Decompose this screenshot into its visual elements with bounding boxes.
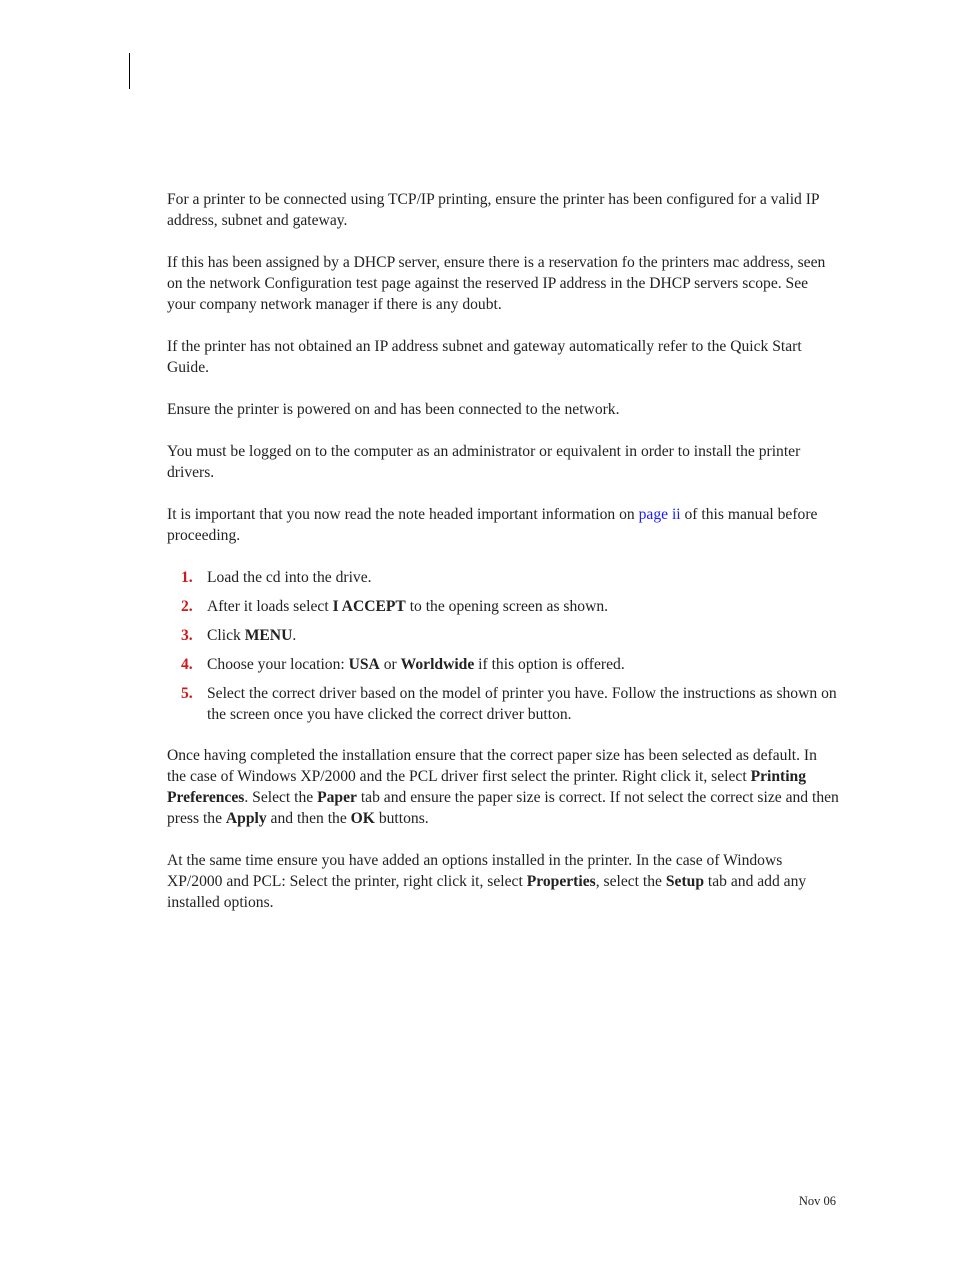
page-footer-date: Nov 06 xyxy=(798,1194,836,1208)
document-body xyxy=(167,189,839,934)
step-number: 5. xyxy=(181,685,193,702)
paragraph-quick-start: If the printer has not obtained an IP address subnet and gateway automatically refer to the Quick Start Guide. xyxy=(167,338,802,376)
page-ii-link[interactable]: page ii xyxy=(638,506,681,523)
list-item: 3. Click MENU. xyxy=(181,627,297,644)
paragraph-dhcp: If this has been assigned by a DHCP server, ensure there is a reservation fo the printers mac address, seen on the network Configuration test page against the reserved IP address in the DHCP servers scope. See your company network manager if there is any doubt. xyxy=(167,254,826,313)
paragraph-options: At the same time ensure you have added an options installed in the printer. In the case of Windows XP/2000 and PCL: Select the printer, right click it, select Properties, select the Setup tab and add any installed options. xyxy=(167,852,807,911)
paragraph-tcpip: For a printer to be connected using TCP/IP printing, ensure the printer has been configured for a valid IP address, subnet and gateway. xyxy=(167,191,820,229)
margin-change-bar xyxy=(129,53,130,89)
step-number: 1. xyxy=(181,569,193,586)
paragraph-paper-size: Once having completed the installation ensure that the correct paper size has been selected as default. In the case of Windows XP/2000 and the PCL driver first select the printer. Right click it, select Printing Preferences. Select the Paper tab and ensure the paper size is correct. If not select the correct size and then press the Apply and then the OK buttons. xyxy=(167,747,839,827)
step-number: 4. xyxy=(181,656,193,673)
step-number: 2. xyxy=(181,598,193,615)
paragraph-power-on: Ensure the printer is powered on and has been connected to the network. xyxy=(167,401,620,418)
list-item: 4. Choose your location: USA or Worldwide if this option is offered. xyxy=(181,656,625,673)
paragraph-important: It is important that you now read the note headed important information on page ii of this manual before proceeding. xyxy=(167,506,818,544)
list-item: 2. After it loads select I ACCEPT to the opening screen as shown. xyxy=(181,598,609,615)
paragraph-administrator: You must be logged on to the computer as an administrator or equivalent in order to install the printer drivers. xyxy=(167,443,801,481)
install-steps-list xyxy=(167,567,839,725)
step-number: 3. xyxy=(181,627,193,644)
list-item: 1. Load the cd into the drive. xyxy=(181,569,372,586)
list-item: 5. Select the correct driver based on the model of printer you have. Follow the instructions as shown on the screen once you have clicked the correct driver button. xyxy=(181,685,837,723)
